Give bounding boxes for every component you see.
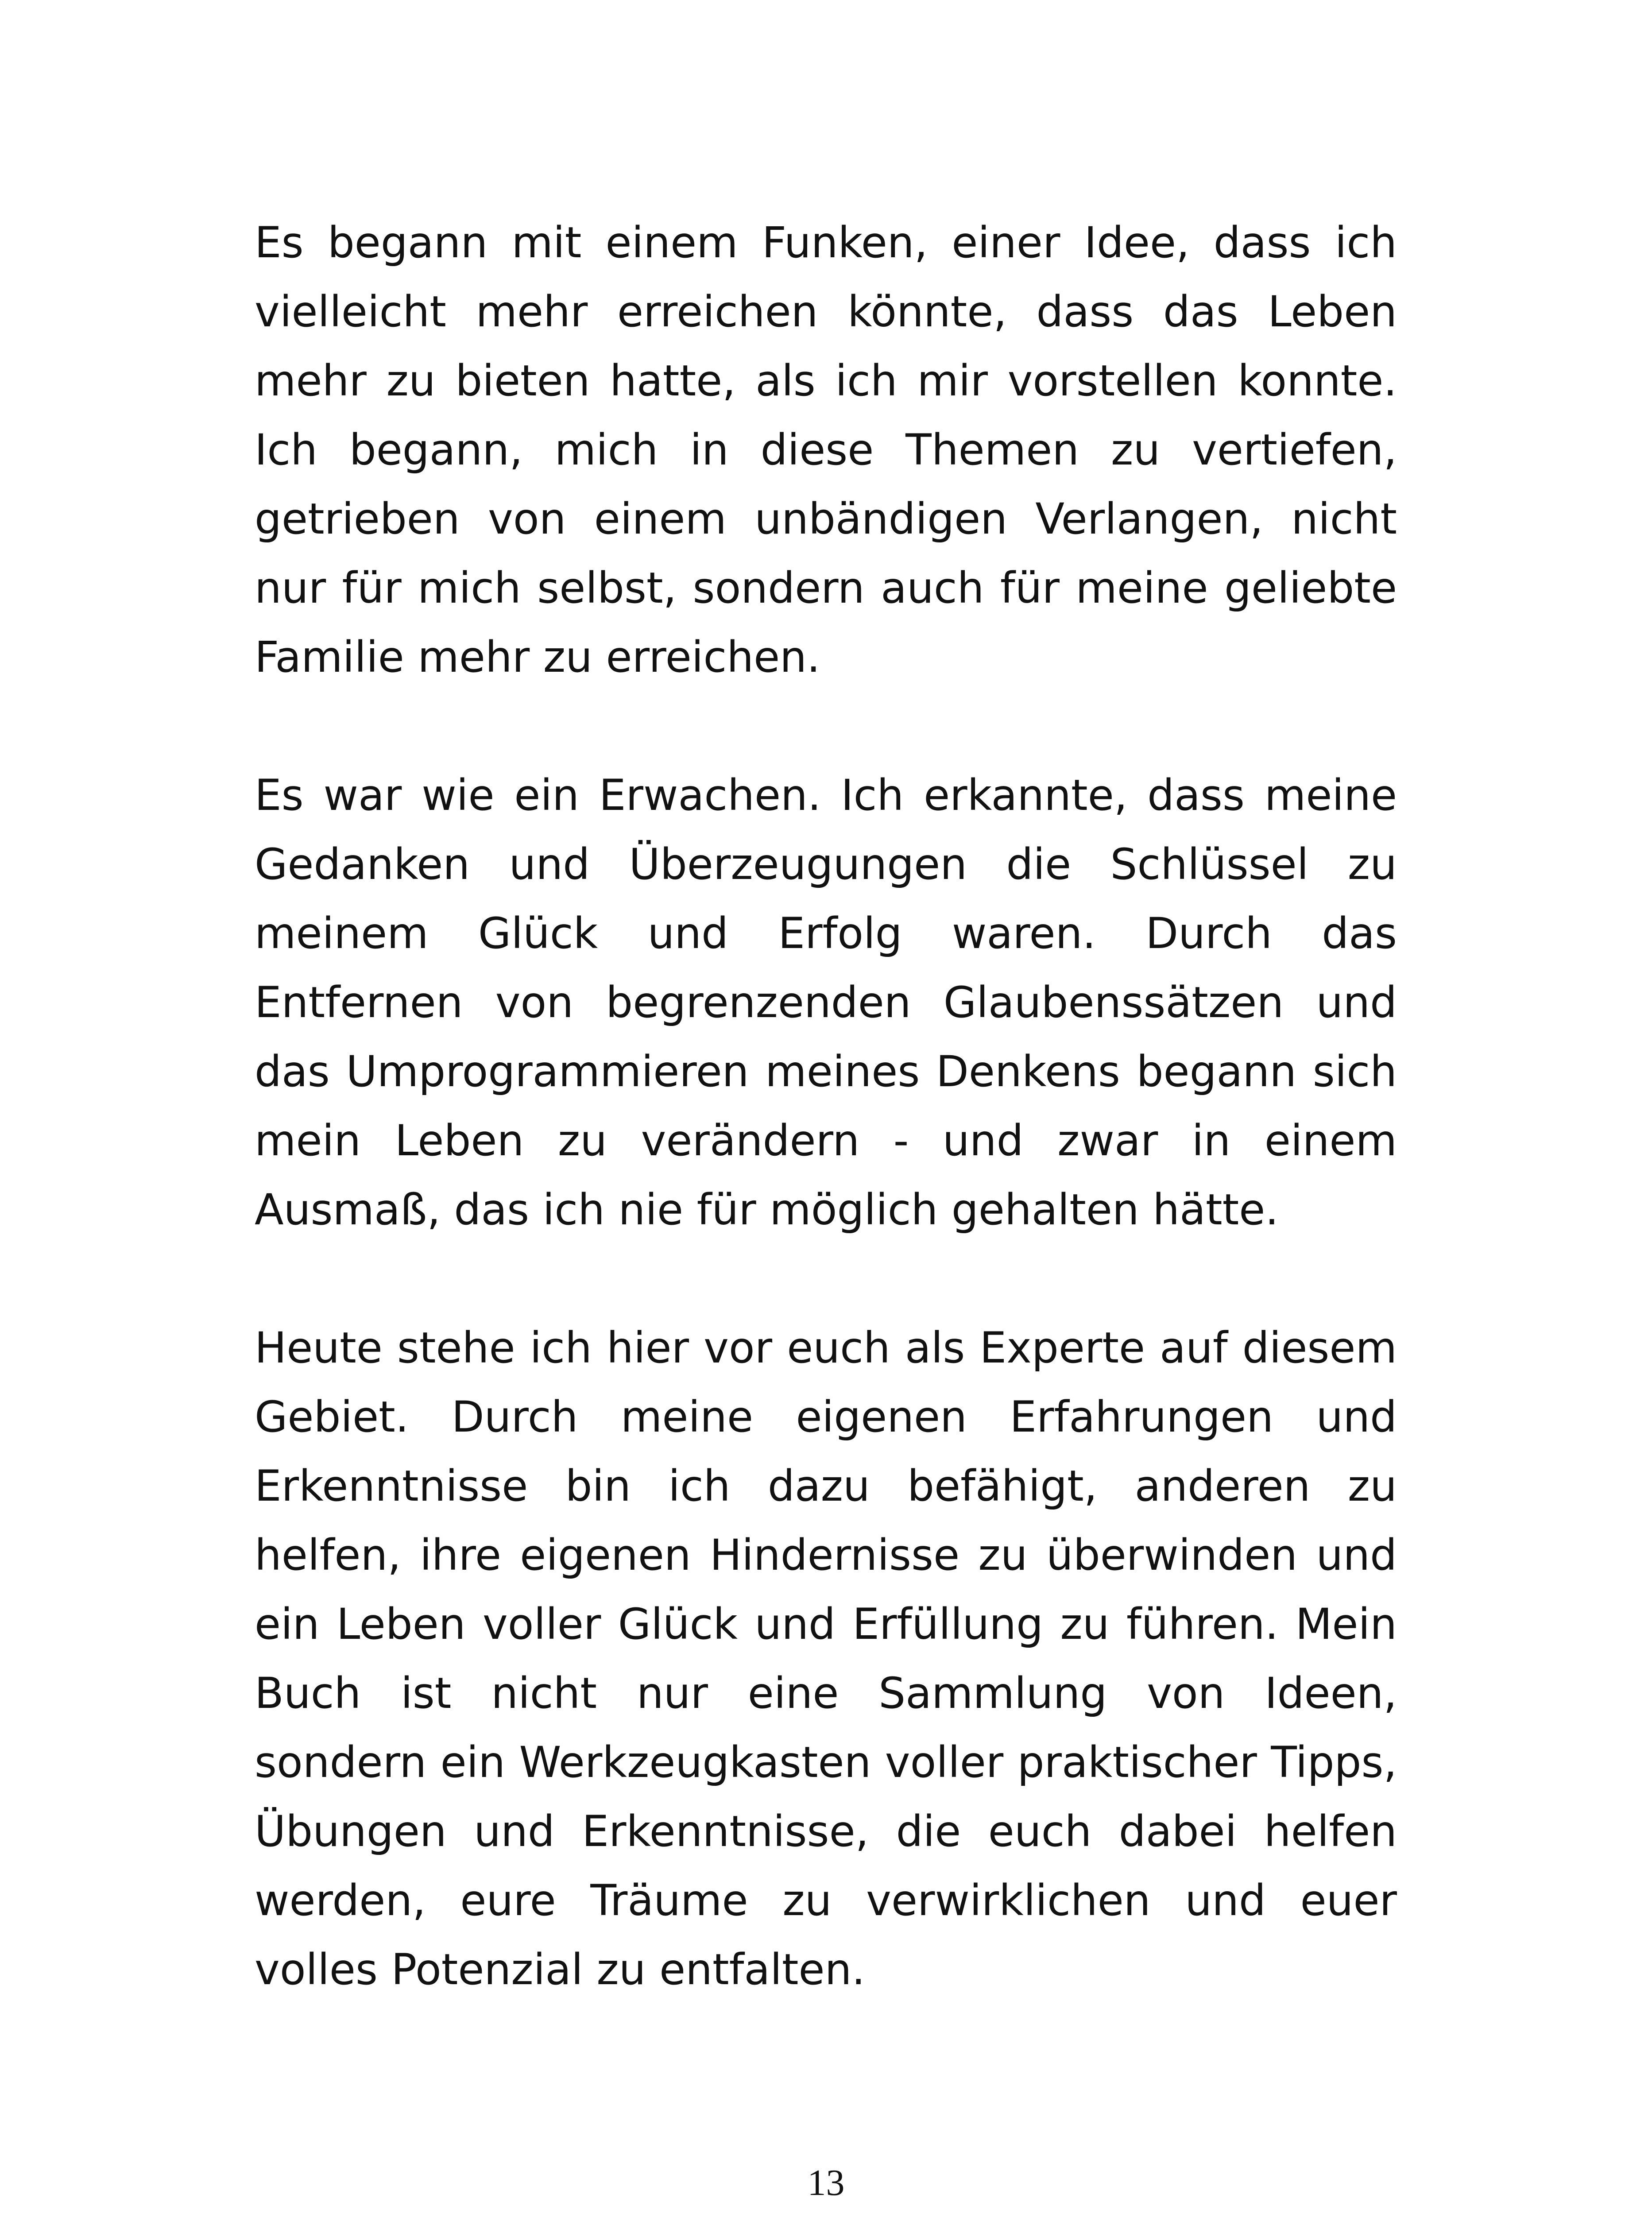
paragraph-2: Es war wie ein Erwachen. Ich erkannte, dass meine Gedanken und Überzeugungen die Schlüssel zu meinem Glück und Erfolg waren. Durch das Entfernen von begrenzenden Glaubenssätzen und das Umprogrammieren meines Denkens begann sich mein Leben zu verändern - und zwar in einem Ausmaß, das ich nie für möglich gehalten hätte. [255, 770, 1397, 1235]
paragraph-3: Heute stehe ich hier vor euch als Experte auf diesem Gebiet. Durch meine eigenen Erfahrungen und Erkenntnisse bin ich dazu befähigt, anderen zu helfen, ihre eigenen Hindernisse zu überwinden und ein Leben voller Glück und Erfüllung zu führen. Mein Buch ist nicht nur eine Sammlung von Ideen, sondern ein Werkzeugkasten voller praktischer Tipps, Übungen und Erkenntnisse, die euch dabei helfen werden, eure Träume zu verwirklichen und euer volles Potenzial zu entfalten. [255, 1323, 1397, 1994]
paragraph-1: Es begann mit einem Funken, einer Idee, dass ich vielleicht mehr erreichen könnte, dass das Leben mehr zu bieten hatte, als ich mir vorstellen konnte. Ich begann, mich in diese Themen zu vertiefen, getrieben von einem unbändigen Verlangen, nicht nur für mich selbst, sondern auch für meine geliebte Familie mehr zu erreichen. [255, 218, 1397, 682]
body-text [255, 208, 1397, 2073]
page-number: 13 [807, 2162, 845, 2203]
